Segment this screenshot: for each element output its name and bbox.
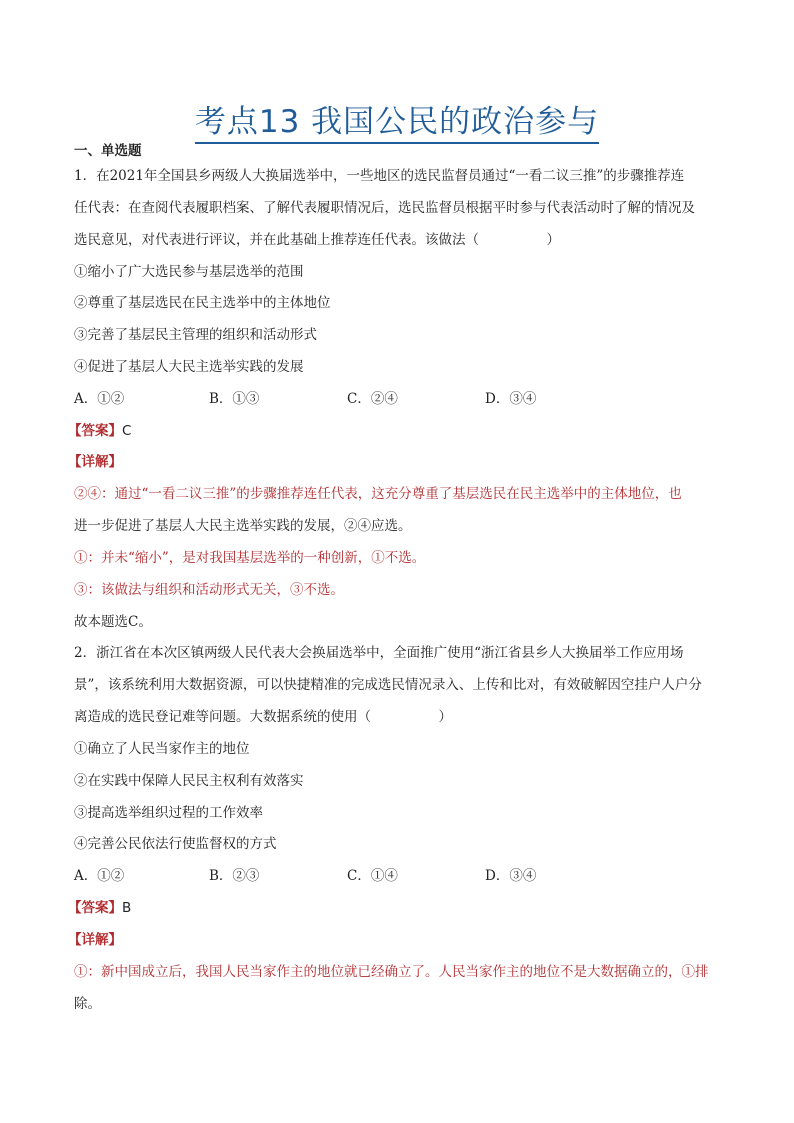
q1-option-d: D．③④ bbox=[485, 391, 537, 407]
q1-detail-line-1: ②④：通过“一看二议三推”的步骤推荐连任代表，这充分尊重了基层选民在民主选举中的主体地位，也 bbox=[74, 486, 682, 502]
q1-stem-line-2: 任代表：在查阅代表履职档案、了解代表履职情况后，选民监督员根据平时参与代表活动时了解的情况及 bbox=[74, 200, 695, 216]
q2-answer-label: 【答案】 bbox=[68, 900, 122, 916]
q2-answer-value: B bbox=[122, 900, 132, 916]
q1-option-b: B．①③ bbox=[209, 391, 260, 407]
q2-item-1: ①确立了人民当家作主的地位 bbox=[74, 741, 250, 757]
q2-item-3: ③提高选举组织过程的工作效率 bbox=[74, 805, 263, 821]
q2-detail-label: 【详解】 bbox=[68, 932, 122, 948]
q2-detail-line-1: ①：新中国成立后，我国人民当家作主的地位就已经确立了。人民当家作主的地位不是大数据确立的，①排 bbox=[74, 964, 709, 980]
q1-detail-line-2: 进一步促进了基层人大民主选举实践的发展，②④应选。 bbox=[74, 518, 412, 534]
q1-item-2: ②尊重了基层选民在民主选举中的主体地位 bbox=[74, 295, 331, 311]
section-heading: 一、单选题 bbox=[74, 143, 142, 159]
q2-detail-line-2: 除。 bbox=[74, 996, 101, 1012]
q1-item-4: ④促进了基层人大民主选举实践的发展 bbox=[74, 359, 304, 375]
q2-option-c: C．①④ bbox=[347, 868, 398, 884]
q1-answer-label: 【答案】 bbox=[68, 423, 122, 439]
q2-item-2: ②在实践中保障人民民主权利有效落实 bbox=[74, 773, 304, 789]
q2-stem-line-2: 景”，该系统利用大数据资源，可以快捷精准的完成选民情况录入、上传和比对，有效破解因空挂户人户分 bbox=[74, 677, 702, 693]
q1-detail-line-4: ③：该做法与组织和活动形式无关，③不选。 bbox=[74, 582, 344, 598]
q1-detail-label: 【详解】 bbox=[68, 454, 122, 470]
q1-option-a: A．①② bbox=[74, 391, 125, 407]
q2-answer bbox=[68, 898, 728, 918]
q1-answer bbox=[68, 421, 728, 441]
q2-stem-line-1: 2．浙江省在本次区镇两级人民代表大会换届选举中，全面推广使用“浙江省县乡人大换届举工作应用场 bbox=[74, 645, 684, 661]
q1-stem-line-1: 1．在2021年全国县乡两级人大换届选举中，一些地区的选民监督员通过“一看二议三推”的步骤推荐连 bbox=[74, 168, 685, 184]
q2-option-a: A．①② bbox=[74, 868, 125, 884]
q1-item-1: ①缩小了广大选民参与基层选举的范围 bbox=[74, 264, 304, 280]
q1-answer-value: C bbox=[122, 423, 132, 439]
q1-detail-line-3: ①：并未“缩小”，是对我国基层选举的一种创新，①不选。 bbox=[74, 550, 426, 566]
page-title: 考点13 我国公民的政治参与 bbox=[0, 96, 794, 141]
q2-option-d: D．③④ bbox=[485, 868, 537, 884]
q2-option-b: B．②③ bbox=[209, 868, 260, 884]
q2-item-4: ④完善公民依法行使监督权的方式 bbox=[74, 836, 277, 852]
q2-stem-line-3: 离造成的选民登记难等问题。大数据系统的使用（ ） bbox=[74, 709, 452, 725]
q1-conclusion: 故本题选C。 bbox=[74, 614, 152, 630]
q1-stem-line-3: 选民意见，对代表进行评议，并在此基础上推荐连任代表。该做法（ ） bbox=[74, 232, 560, 248]
q1-item-3: ③完善了基层民主管理的组织和活动形式 bbox=[74, 327, 317, 343]
q1-option-c: C．②④ bbox=[347, 391, 398, 407]
